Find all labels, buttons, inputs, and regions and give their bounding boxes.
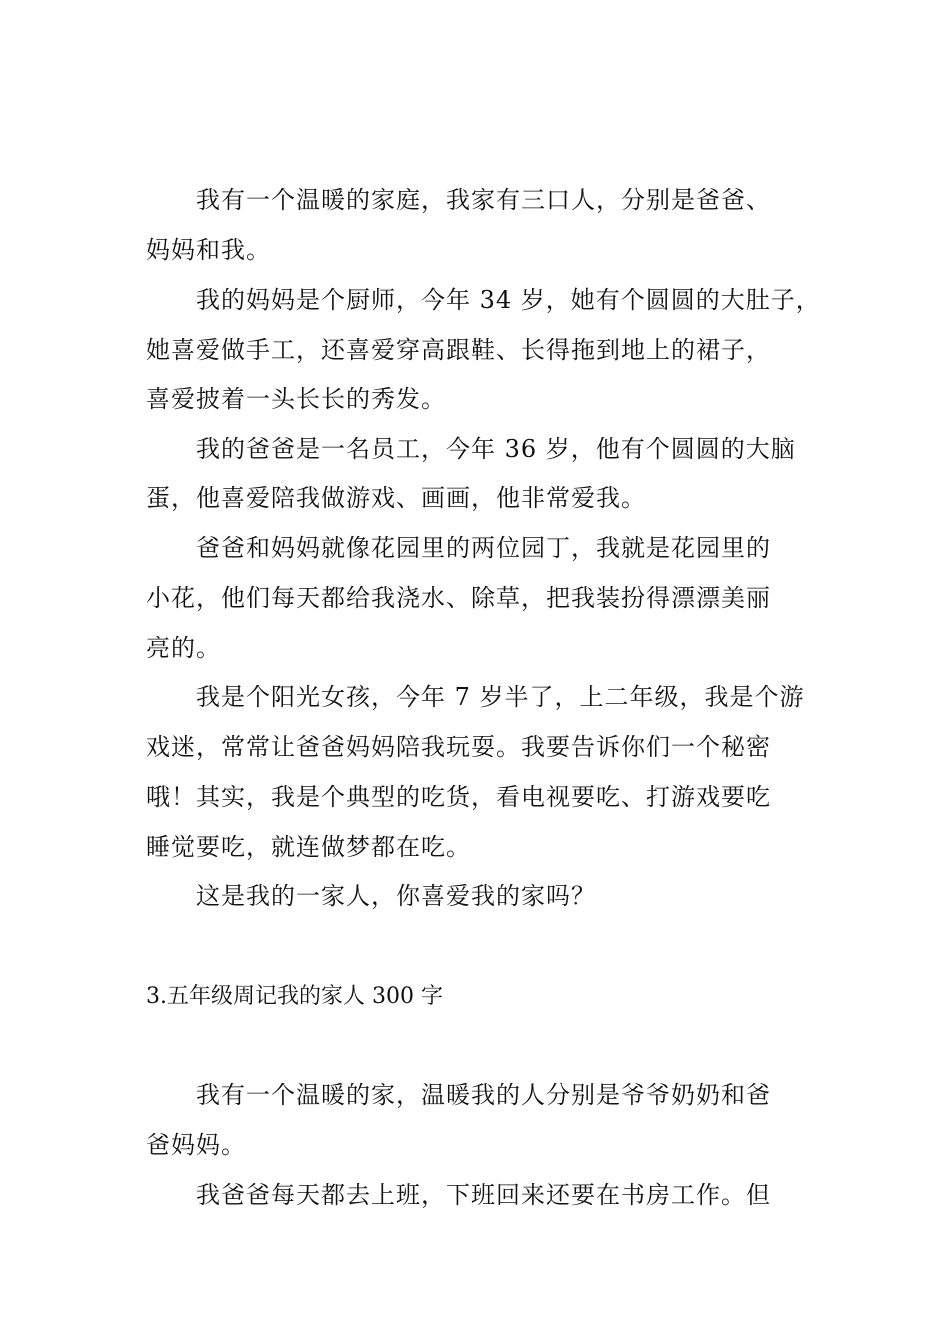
section-paragraph-1-line-2: 爸妈妈。 xyxy=(146,1131,246,1159)
paragraph-6-line-1: 这是我的一家人，你喜爱我的家吗？ xyxy=(196,882,596,910)
paragraph-5-line-4: 睡觉要吃，就连做梦都在吃。 xyxy=(146,833,471,861)
paragraph-2-line-3: 喜爱披着一头长长的秀发。 xyxy=(146,385,446,413)
paragraph-3-line-2: 蛋，他喜爱陪我做游戏、画画，他非常爱我。 xyxy=(146,484,646,512)
paragraph-4-line-1: 爸爸和妈妈就像花园里的两位园丁，我就是花园里的 xyxy=(196,534,771,562)
paragraph-3-line-1: 我的爸爸是一名员工，今年 36 岁，他有个圆圆的大脑 xyxy=(196,435,796,463)
paragraph-5-line-2: 戏迷，常常让爸爸妈妈陪我玩耍。我要告诉你们一个秘密 xyxy=(146,733,771,761)
paragraph-1-line-1: 我有一个温暖的家庭，我家有三口人，分别是爸爸、 xyxy=(196,186,771,214)
paragraph-4-line-2: 小花，他们每天都给我浇水、除草，把我装扮得漂漂美丽 xyxy=(146,584,771,612)
section-heading: 3.五年级周记我的家人 300 字 xyxy=(146,984,443,1009)
paragraph-2-line-2: 她喜爱做手工，还喜爱穿高跟鞋、长得拖到地上的裙子， xyxy=(146,336,771,364)
paragraph-2-line-1: 我的妈妈是个厨师，今年 34 岁，她有个圆圆的大肚子， xyxy=(196,286,821,314)
section-paragraph-2-line-1: 我爸爸每天都去上班，下班回来还要在书房工作。但 xyxy=(196,1181,771,1209)
paragraph-4-line-3: 亮的。 xyxy=(146,634,221,662)
paragraph-1-line-2: 妈妈和我。 xyxy=(146,236,271,264)
paragraph-5-line-1: 我是个阳光女孩，今年 7 岁半了，上二年级，我是个游 xyxy=(196,683,805,711)
paragraph-5-line-3: 哦！其实，我是个典型的吃货，看电视要吃、打游戏要吃 xyxy=(146,783,771,811)
section-paragraph-1-line-1: 我有一个温暖的家，温暖我的人分别是爷爷奶奶和爸 xyxy=(196,1081,771,1109)
